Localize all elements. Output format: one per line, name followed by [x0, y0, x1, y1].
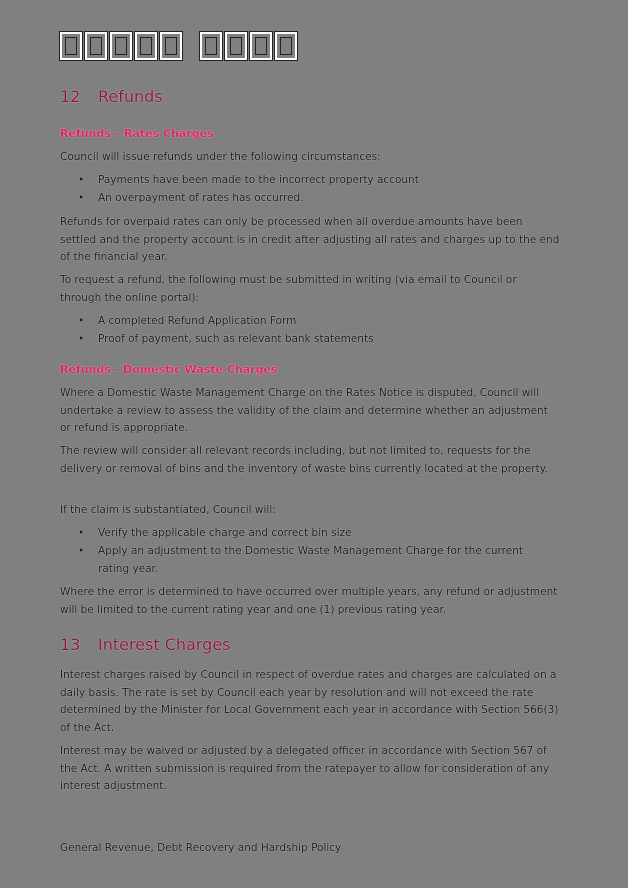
waste-para-4: Where the error is determined to have occurred over multiple years, any refund or adjustment will be limited to the current rating year and one (1) previous rating year.	[60, 586, 558, 616]
waste-refunds-heading: Refunds - Domestic Waste Charges	[60, 363, 278, 376]
list-item: • A completed Refund Application Form	[78, 313, 538, 331]
section-title: Interest Charges	[98, 635, 231, 654]
waste-para-1: Where a Domestic Waste Management Charge on the Rates Notice is disputed, Council will undertake a review to assess the validity of the claim and determine whether an adjustment or refund is appropriate.	[60, 387, 548, 434]
bullet-icon: •	[78, 192, 85, 204]
rates-para-1: Refunds for overpaid rates can only be processed when all overdue amounts have been settled and the property account is in credit after adjusting all rates and charges up to the end of the financial year.	[60, 216, 560, 263]
bullet-icon: •	[78, 174, 85, 186]
interest-para-1: Interest charges raised by Council in respect of overdue rates and charges are calculated on a daily basis. The rate is set by Council each year by resolution and will not exceed the rate determined by the Minister for Local Government each year in accordance with Section 566(3) of the Act.	[60, 669, 559, 734]
bullet-icon: •	[78, 527, 85, 539]
logo-letter-i	[60, 32, 82, 60]
logo-letter-e	[135, 32, 157, 60]
interest-para-2: Interest may be waived or adjusted by a delegated officer in accordance with Section 567 of the Act. A written submission is required from the ratepayer to allow for consideration of any interest adjustment.	[60, 745, 550, 792]
list-item: • An overpayment of rates has occurred.	[78, 190, 538, 208]
rates-para-2: To request a refund, the following must be submitted in writing (via email to Council or through the online portal):	[60, 274, 517, 304]
waste-para-3: If the claim is substantiated, Council will:	[60, 504, 276, 516]
logo-letter-w	[200, 32, 222, 60]
waste-para-2: The review will consider all relevant records including, but not limited to, requests for the delivery or removal of bins and the inventory of waste bins currently located at the property.	[60, 445, 548, 475]
logo-letter-s	[250, 32, 272, 60]
rates-intro: Council will issue refunds under the following circumstances:	[60, 151, 381, 163]
bullet-icon: •	[78, 545, 85, 557]
inner-west-logo	[60, 30, 297, 62]
rates-refunds-heading: Refunds – Rates Charges	[60, 127, 214, 140]
section-number: 13	[60, 635, 81, 654]
list-item: • Apply an adjustment to the Domestic Waste Management Charge for the current rating year.	[78, 545, 523, 575]
section-title: Refunds	[98, 87, 163, 106]
bullet-icon: •	[78, 315, 85, 327]
logo-letter-n	[110, 32, 132, 60]
list-item: • Verify the applicable charge and correct bin size	[78, 525, 538, 543]
logo-letter-t	[275, 32, 297, 60]
list-item: • Proof of payment, such as relevant bank statements	[78, 331, 538, 349]
logo-letter-e	[225, 32, 247, 60]
footer-title: General Revenue, Debt Recovery and Hardship Policy	[60, 842, 342, 854]
logo-letter-r	[160, 32, 182, 60]
section-13-heading	[60, 635, 231, 654]
list-item: • Payments have been made to the incorrect property account	[78, 172, 538, 190]
bullet-icon: •	[78, 333, 85, 345]
logo-letter-n	[85, 32, 107, 60]
section-12-heading	[60, 87, 163, 106]
section-number: 12	[60, 87, 81, 106]
